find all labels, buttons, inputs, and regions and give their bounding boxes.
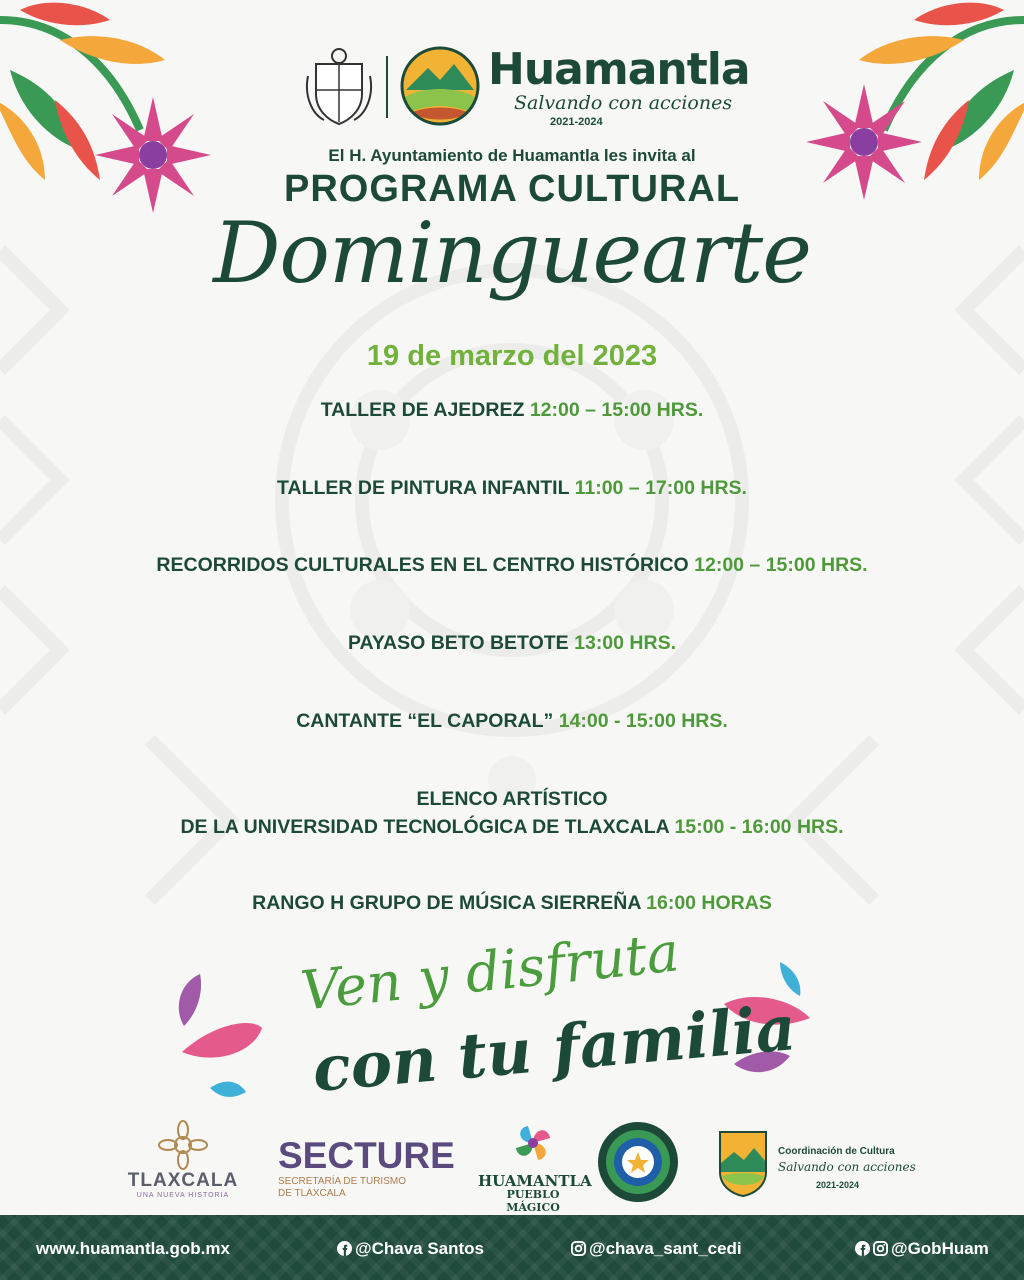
- tlaxcala-flower-icon: [158, 1120, 208, 1170]
- event-name: Dominguearte: [213, 204, 811, 302]
- instagram-icon: [571, 1241, 586, 1256]
- facebook-icon: [337, 1241, 352, 1256]
- tagline-line2: con tu familia: [309, 991, 799, 1106]
- activity-time: 15:00 - 16:00 HRS.: [674, 816, 844, 838]
- instagram-link[interactable]: [571, 1239, 742, 1259]
- sponsor-logos: [0, 1120, 1024, 1214]
- coordinacion-title: Coordinación de Cultura: [778, 1146, 895, 1157]
- activity-item: [0, 396, 1024, 424]
- activity-time: 11:00 – 17:00 HRS.: [574, 477, 747, 499]
- coordinacion-years: 2021-2024: [816, 1180, 860, 1190]
- activity-item: [0, 707, 1024, 735]
- activity-item: [0, 551, 1024, 579]
- logo-divider: [386, 56, 388, 118]
- activity-name-line2: DE LA UNIVERSIDAD TECNOLÓGICA DE TLAXCALA: [180, 816, 670, 838]
- coordinacion-slogan: Salvando con acciones: [778, 1160, 916, 1174]
- gob-handle: @GobHuam: [891, 1239, 989, 1258]
- activity-name: RECORRIDOS CULTURALES EN EL CENTRO HISTÓRICO: [156, 554, 689, 576]
- activity-item: [0, 889, 1024, 917]
- petals-decoration-left: [170, 970, 280, 1110]
- coordinacion-shield-icon: [716, 1128, 770, 1198]
- secture-sub-line2: DE TLAXCALA: [278, 1188, 346, 1199]
- tlaxcala-logo: [118, 1120, 248, 1210]
- huamantla-round-logo-icon: [400, 46, 480, 126]
- secture-sub-line1: SECRETARÍA DE TURISMO: [278, 1176, 406, 1187]
- activity-time: 16:00 HORAS: [646, 892, 772, 914]
- activity-item: [0, 785, 1024, 841]
- activity-time: 13:00 HRS.: [574, 632, 677, 654]
- facebook-handle: @Chava Santos: [355, 1239, 485, 1258]
- instagram-handle: @chava_sant_cedi: [589, 1239, 742, 1258]
- brand-slogan: Salvando con acciones: [514, 92, 733, 114]
- pueblo-magico-logo: [478, 1120, 592, 1214]
- activity-time: 12:00 – 15:00 HRS.: [694, 554, 868, 576]
- invite-text: El H. Ayuntamiento de Huamantla les invita al: [328, 146, 696, 165]
- gob-social-link[interactable]: [855, 1239, 989, 1259]
- secture-name: SECTURE: [278, 1135, 455, 1176]
- footer-bar: [0, 1215, 1024, 1280]
- pueblo-magico-sub: PUEBLO MÁGICO: [506, 1188, 560, 1214]
- activity-item: [0, 629, 1024, 657]
- activity-name: RANGO H GRUPO DE MÚSICA SIERREÑA: [252, 892, 641, 914]
- instagram-icon: [873, 1241, 888, 1256]
- event-date: 19 de marzo del 2023: [366, 340, 658, 372]
- brand-years: 2021-2024: [550, 116, 603, 128]
- activity-time: 12:00 – 15:00 HRS.: [529, 399, 704, 421]
- secture-logo: [278, 1136, 458, 1200]
- facebook-link[interactable]: [337, 1239, 484, 1259]
- activity-name: TALLER DE PINTURA INFANTIL: [277, 477, 570, 499]
- pueblo-magico-swirl-icon: [510, 1120, 556, 1166]
- tlaxcala-sub: UNA NUEVA HISTORIA: [136, 1192, 230, 1199]
- coat-of-arms-icon: [304, 46, 374, 126]
- activity-name: PAYASO BETO BETOTE: [347, 632, 569, 654]
- pueblo-magico-name: HUAMANTLA: [478, 1172, 592, 1190]
- tlaxcala-name: TLAXCALA: [127, 1170, 239, 1191]
- activity-item: [0, 474, 1024, 502]
- activity-name-line1: ELENCO ARTÍSTICO: [416, 788, 608, 810]
- coordinacion-cultura-logo: [716, 1128, 926, 1208]
- brand-name: Huamantla: [488, 44, 750, 95]
- activity-name: CANTANTE “EL CAPORAL”: [296, 710, 554, 732]
- tagline-line1: Ven y disfruta: [297, 920, 682, 1023]
- website-link[interactable]: www.huamantla.gob.mx: [36, 1239, 230, 1258]
- header-logos: [300, 44, 750, 134]
- activity-time: 14:00 - 15:00 HRS.: [558, 710, 728, 732]
- activity-name: TALLER DE AJEDREZ: [320, 399, 525, 421]
- guinness-world-record-badge-icon: [596, 1120, 680, 1204]
- program-title: PROGRAMA CULTURAL: [283, 168, 741, 210]
- facebook-icon: [855, 1241, 870, 1256]
